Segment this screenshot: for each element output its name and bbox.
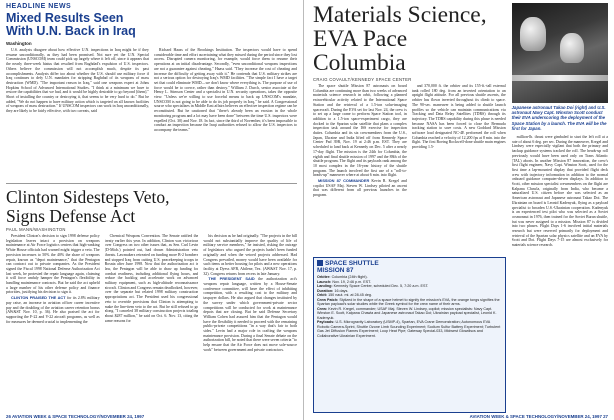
headline-clinton-title-line1: Clinton Sidesteps Veto, (6, 187, 170, 207)
article-text: million-lb. thrust were gimbaled to start the left roll at a rate of about 6 deg. per sec. During the maneuver, Kregel and Lindsey were especially vigilant that both the primary and backup guidance systems tracked the roll. The heads-up roll previously would have been used only on Trans Atlantic (TAL) aborts. In another Mission 87 innovation, the crew's first flight engineer, Navy Capt. Winston Scott, used for the first time a lap-mounted display that provided flight deck crew with trajectory information in addition to the normal onboard guidance computer-driven displays. In addition to Scott, other mission specialist crewmembers on the flight are Kalpana Chawla, originally from India, who became a naturalized U.S. citizen before she was selected as an American astronaut and Japanese astronaut Takao Doi. The Ukrainian on board is Leonid Kadenyuk, flying as a payload specialist to broaden U.S.-Ukrainian cooperation. Kadenyuk is an experienced test pilot who was selected as a Soviet cosmonaut in 1976, then trained for the Soviet Buran shuttle, but was never assigned to a mission. Mission 87 is divided into two phases. Flight Days 1-6 involved initial materials research but were reserved primarily for deployment and retrieval of the Spartan solar physics satellite and an EVA by Scott and Doi. Flight Days 7-15 are almost exclusively for materials science research. (511, 135, 608, 248)
right-page (307, 0, 614, 420)
article-text: Richard Haass of the Brookings Institution. The inspectors would have to spend considerable time and effort ascertaining what they missed during the period since they lost access. Disrupted camera monitoring, for example, would force them to resume their operations at an initial disadvantage. Secondly, "even unconditional weapons inspections are not a guarantee against cheating," Haass said. "They increase the cost of cheating and increase the difficulty of getting away with it." He contends that U.S. military strikes are not a serious option for destroying Iraq's WMD facilities. "The simple fact I have a target set that could eliminate WMD—we don't know where everything is. The purpose of use of force would be to coerce, rather than destroy." William J. Durch, senior associate at the Henry L. Stimson Center and a specialist in U.N. security operations, takes the opposite view. "Unless we're willing to use forceful means to back up UNSCOM's mandate, UNSCOM is not going to be able to do its job properly in Iraq," he said. A Congressional source who specializes in Middle East affairs believes an effective inspection regime can be reconstituted. But he cautioned that "there's already been an erosion in the whole monitoring program and a lot may have been done" between the time U.S. inspectors were expelled (Oct. 30) and Nov. 18. In fact, since the third of November, it's been impossible to conduct an inspection because the Iraqi authorities refused to allow the U.S. inspectors to accompany the teams." (154, 48, 297, 132)
headline-iraq-body (6, 48, 297, 181)
article-text: Kevin R. Kregel and copilot USAF Maj. Steven W. Lindsey piloted an ascent that was different from all previous launches in the program. (313, 179, 407, 198)
article-subhead: CLINTON PRAISED THE ACT (11, 295, 66, 301)
article-title-line2: EVA Pace Columbia (313, 26, 408, 76)
article-subhead: THE PRESIDENT SAID (208, 276, 255, 282)
fact-box-value: 16 days. (334, 288, 349, 293)
headline-clinton-byline: PAUL MANN/WASHINGTON (6, 227, 66, 232)
article-column (154, 48, 297, 181)
fact-box-value: Stylized in the shape of a space helmet to signify the mission's EVA, the orange tongs signifies the Spartan payload's solar studies while the Greek symbol for the crew name of their arms. (317, 297, 500, 306)
fact-box-title-line2: MISSION 87 (317, 267, 354, 274)
article-text: President Clinton's decision to sign 1998 defense policy legislation leaves intact a provision on weapons maintenance at Air Force logistics centers that high-ranking White House officials had warned might trigger a veto. The provision increases to 50% the 40% the share of weapons repair, known as "depot maintenance," that the Pentagon can contract out to private companies. As the President signed the Fiscal 1998 National Defense Authorization Act last week, he protested the repair language again, claiming it will force unduly hamper the Pentagon's flexibility in handling maintenance contracts. But he said the act upheld a large number of his other defense policy and finance priorities, justifying his decision to sign it. (6, 234, 100, 295)
fact-box-value: 150 naut. mi. at 28.45 deg. (328, 293, 372, 297)
article-column (6, 234, 100, 420)
headline-iraq-title (6, 12, 297, 38)
article-column (313, 84, 407, 254)
article-byline: CRAIG COVAULT/KENNEDY SPACE CENTER (313, 77, 412, 82)
fact-box-row (317, 320, 502, 338)
headline-iraq-dateline: Washington (6, 41, 32, 46)
article-text: Chemical Weapons Convention. The Senate ratified the treaty earlier this year. In addition, Clinton was victorious over Congress on two other issues that, as Sen. Carl Levin (D-Mich.) pointed out, had drawn Administration veto threats. Lawmakers retreated on funding more B-2 bombers and stopped Iraq from cutting U.S. peacekeeping troops in Bosnia after June 1998. Now that the authorization act is law, the Pentagon will be able to draw up funding for combat readiness, including additional flying hours, and reduce the backlog and accelerate work on advanced military equipment, such as high-altitude reconnaissance aircraft. Clinton and Congress remain deadlocked, however, over the separate but related 1998 military construction appropriations act. The President used his congressional veto to override provisions that Clinton is attempting to make the line-item veto to the act. But he still refused to go along. "I canceled 38 military construction projects totaling about $287 million," he said on Oct. 6. Nov. 13, citing the same reasons for (104, 234, 199, 323)
article-text: his decision as he had originally. "The projects in the bill would not substantially improve the quality of life of military service members," he insisted, risking the outrage of legislators who argued the projects hadn't been funded originally and when the vetoed projects addressed. Had Congress prevailed, money would have been available for such items as better housing for pilots and a new operations facility at Dyess AFB, Abilene, Tex. (AW&ST Nov. 17, p. 32). Congress returns from recess in late January. (203, 234, 298, 276)
fact-box-row (317, 298, 502, 307)
fact-box-value: Kennedy Space Center, scheduled Dec. 5, 7:20 a.m. EST. (333, 284, 429, 288)
main-article (313, 3, 506, 413)
fact-box-label: Launch: (317, 279, 332, 284)
article-column (6, 48, 149, 181)
article-text: for its 2.8% military pay raise, an increase in aviation officer career incentive pay and the doubling of the aviation career retention bonus (AW&ST Nov. 10, p. 36). He also praised the act for supporting the F-22 and V-22 aircraft programs, as well as for measures he deemed crucial to implementing the (6, 296, 100, 324)
fact-box-rows (317, 275, 502, 338)
article-column (203, 234, 297, 420)
page-footer-right: AVIATION WEEK & SPACE TECHNOLOGY/NOVEMBER 24, 1997 27 (469, 414, 608, 419)
article-column (105, 234, 199, 420)
fact-box-label: Orbit: (317, 293, 328, 297)
fact-box-value: Columbia (24th flight). (331, 275, 368, 279)
photo-caption: Japanese astronaut Takao Doi (right) and U.S. astronaut Navy Capt. Winston Scott conduct their EVA underscoring the deployment of the Space Station by a launch. The EVA will be the first for Japan. (511, 105, 607, 131)
article-text: and 370,000 ft. the orbiter and its 155-ft.-tall external tank rolled 180 deg. from an inverted orientation to an upright flight attitude. For all previous shuttle ascents, the orbiter has flown inverted throughout its climb to space. The 90-sec. maneuver is being added to shuttle launch profiles so the vehicle can maintain communications via Tracking and Data Relay Satellites (TDRS) through its trajectory. The TDRS capability during this phase is needed because NASA has been forced to close the Bermuda tracking station to save costs. A new Goddard Mission software load designated NC-4E performed the roll when Columbia reached a velocity of 12,200 fps at 8 min. into the flight. The first Boeing Rockwell-done shuttle main engines providing 1.5- (411, 84, 506, 150)
fact-box-title-line1: SPACE SHUTTLE (325, 260, 379, 267)
side-column (512, 3, 608, 413)
divider (6, 183, 297, 184)
headline-clinton-body (6, 234, 297, 420)
fact-box-label: Payloads: (317, 320, 335, 324)
fact-box-value: Nov. 19, 2:46 p.m. EST. (332, 279, 372, 284)
page-footer-left: 26 AVIATION WEEK & SPACE TECHNOLOGY/NOVEMBER 24, 1997 (6, 414, 145, 419)
robot-arm (512, 75, 608, 81)
astronaut-photo (512, 3, 608, 103)
eva-photo (512, 3, 608, 103)
fact-box-value: Kevin R. Kregel, commander; USAF Maj. Steven W. Lindsey, copilot; mission specialists: Navy Capt. Winston E. Scott, Kalpana Chawla and Japanese astronaut Takao Doi; Ukrainian payload specialist, Leonid K. Kadenyuk. (317, 306, 497, 320)
astronaut-figure (520, 17, 546, 51)
article-subhead: MISSION 87 COMMANDER (318, 178, 370, 184)
fact-box-value: U.S. Microgravity Laboratory (USMP-4), Spartan, EVA Crane Demonstration; Autonomous EVA Robotic Camera-Sprint, Shuttle Ozone Limb Sounding Experiment; Sodium Sulfur Battery Experiment; Turbulent Gas Jet Diffusion Flames Experiment; Loop Heat Pipe; Gateway Special-033, Midwest Glowdiscs and Collaborative Ukrainian Experiment. (317, 320, 501, 338)
article-column (412, 84, 506, 254)
headline-clinton-title-line2: Signs Defense Act (6, 205, 136, 226)
fact-box-label: Crew: (317, 306, 328, 311)
article-title-line1: Materials Science, (313, 2, 487, 28)
fact-box-label: Orbiter: (317, 275, 331, 279)
mission-fact-box (313, 257, 506, 413)
article-column (512, 135, 608, 405)
fact-box-label: Duration: (317, 288, 334, 293)
article-text: the authorization act's weapons repair language, written by a House-Senate conference committee, will have the effect of inhibiting competition, with a resulting cost to the military and taxpayer dollars. He also argued that changes instituted by the survey under which government-private sector competitions will be conducted for work at maintenance depots that are closing. But he said Defense Secretary William Cohen had assured him that the Pentagon would have the flexibility it needed to proceed with the remaining public-private competitions "in a way that's fair to both sides." Levin had a major role in crafting the weapons maintenance provision. During a final Senate debate on the authorization bill, he noted that there were seven criteria "to help ensure that the Air Force does not move sole-source work" between government and private contractors. (203, 277, 298, 352)
section-tag: HEADLINE NEWS (6, 3, 72, 10)
headline-iraq-title-line2: With U.N. Back in Iraq (6, 24, 136, 38)
left-page (0, 0, 304, 420)
mission-patch-icon (317, 260, 323, 266)
headline-clinton-title (6, 188, 297, 225)
astronaut-figure (560, 33, 584, 63)
fact-box-label: Crew Patch: (317, 297, 339, 302)
article-text: U.S. analysts disagree about how effective U.N. inspections in Iraq might be if they resume unconditionally, as they had been promised. Not sure yet the U.N. Special Commission (UNSCOM) team could pick up largely where it left off, since it appears that the nearly three-week hiatus that resulted from Baghdad's expulsion of U.S. inspectors. Others believe the commission will not accomplish much, despite its past accomplishments. Analysts differ too about whether the U.S. should use military force if Iraq continues to defy U.N. mandates for stripping Baghdad of its weapons of mass destruction (WMD). "The important reason in Iraq," said one weapons expert at Johns Hopkins School of Advanced International Studies. "I think at a minimum we have to restore the capabilities that we had, and it would be highly desirable to go beyond [them]." Short of installing the country or destroying it, that seems to be very hard to do." But he added, "We do not happen to have military action which is targeted on all known facilities of weapons of mass destruction." If UNSCOM inspectors can work in Iraq unconditionally, they are likely to be fairly effective, with two caveats, said (6, 48, 149, 114)
fact-box-label: Landing: (317, 284, 333, 288)
article-body-top (313, 84, 506, 254)
fact-box-row (317, 307, 502, 321)
fact-box-title (317, 260, 502, 274)
headline-iraq-title-line1: Mixed Results Seen (6, 11, 124, 25)
article-title (313, 3, 506, 75)
article-text: The space shuttle Mission 87 astronauts on board Columbia are continuing more than two weeks of advanced materials science research in orbit, following a planned extravehicular activity related to the International Space Station and the retrieval of a 1.5-ton solar-imaging spacecraft. During the EVA set for last Nov. 24, the crew is to set up a large crane to perform Space Station tool, in addition to a 1.5-ton space-experiment cargo, they are docked to the Spartan solar satellite that plans a complex inspection task around the ISS exercise for inspection duties. Columbia and its six crewmembers from the U.S., Japan, Ukraine and India lifted off from Kennedy Space Center Pad 39B, Nov. 19 at 2:46 p.m. EST. They are scheduled to land back at Kennedy on Dec. 5 after a nearly 17-day flight. The mission is the 24th for Columbia, the eighth and final shuttle mission of 1997 and the 88th of the shuttle program. The flight and its payloads rank among the 10 most complex in the 16-year history of the shuttle program. The launch involved the first use of a "roll-to-heads-up" maneuver where at about 6 min. into flight. (313, 84, 407, 178)
